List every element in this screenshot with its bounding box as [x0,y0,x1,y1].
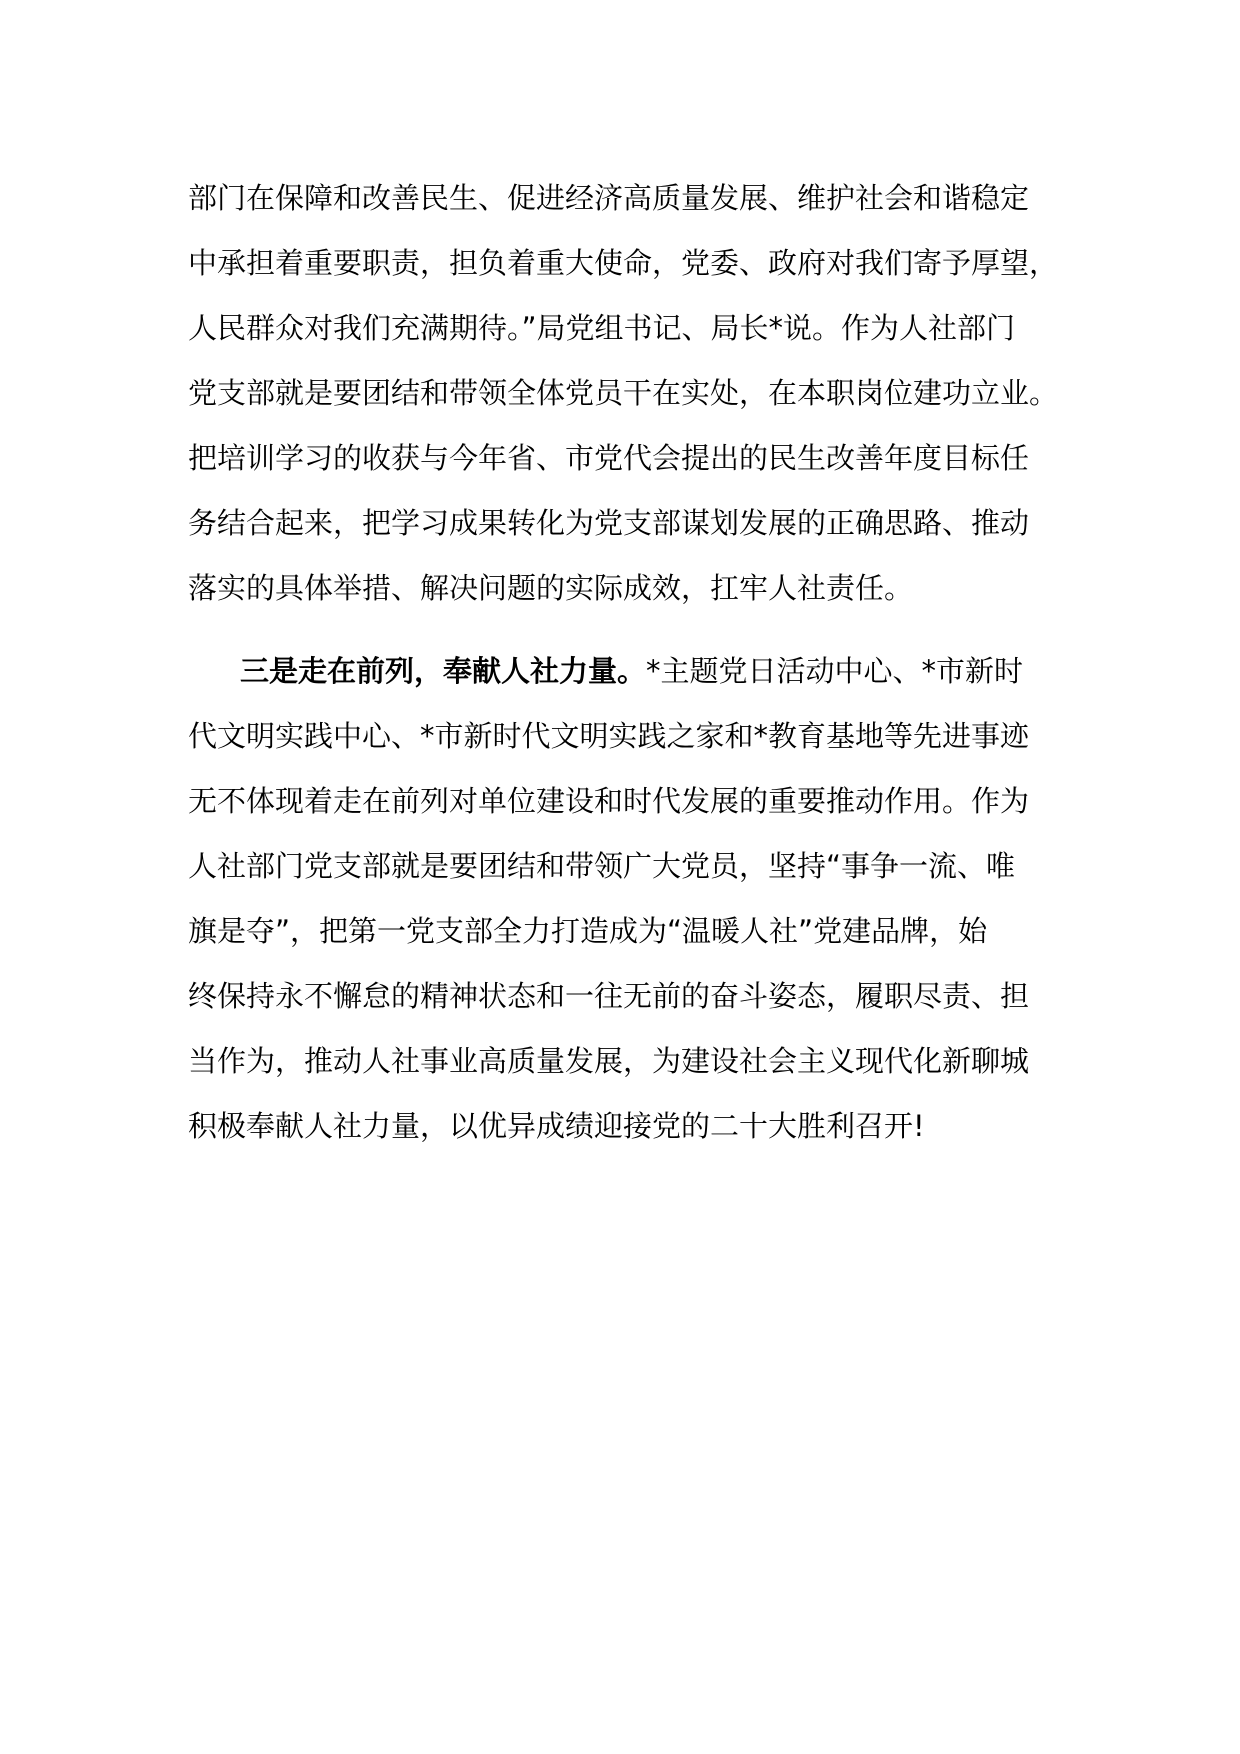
paragraph-2-first-line [188,639,1060,704]
paragraph-1-line: 人民群众对我们充满期待。”局党组书记、局长*说。作为人社部门 [188,311,1016,345]
paragraph-2-first-line-text: *主题党日活动中心、*市新时 [646,654,1024,688]
paragraph-2-line: 人社部门党支部就是要团结和带领广大党员，坚持“事争一流、唯 [188,849,1016,883]
paragraph-2 [188,639,1060,1159]
paragraph-2-line: 当作为，推动人社事业高质量发展，为建设社会主义现代化新聊城 [188,1044,1030,1078]
paragraph-2-line: 终保持永不懈怠的精神状态和一往无前的奋斗姿态，履职尽责、担 [188,979,1030,1013]
paragraph-2-line: 旗是夺”，把第一党支部全力打造成为“温暖人社”党建品牌，始 [188,914,988,948]
paragraph-1-line: 中承担着重要职责，担负着重大使命，党委、政府对我们寄予厚望， [188,246,1059,280]
paragraph-1-line: 务结合起来，把学习成果转化为党支部谋划发展的正确思路、推动 [188,506,1030,540]
paragraph-spacer [188,621,1060,639]
paragraph-1-line: 党支部就是要团结和带领全体党员干在实处，在本职岗位建功立业。 [188,376,1059,410]
section-heading: 三是走在前列，奉献人社力量。 [240,654,647,688]
paragraph-1-line: 落实的具体举措、解决问题的实际成效，扛牢人社责任。 [188,571,914,605]
document-body [188,166,1060,1159]
paragraph-2-line: 无不体现着走在前列对单位建设和时代发展的重要推动作用。作为 [188,784,1030,818]
paragraph-1-line: 部门在保障和改善民生、促进经济高质量发展、维护社会和谐稳定 [188,181,1030,215]
paragraph-1-line: 把培训学习的收获与今年省、市党代会提出的民生改善年度目标任 [188,441,1030,475]
paragraph-2-line: 积极奉献人社力量，以优异成绩迎接党的二十大胜利召开! [188,1109,925,1143]
paragraph-2-line: 代文明实践中心、*市新时代文明实践之家和*教育基地等先进事迹 [188,719,1030,753]
paragraph-1 [188,166,1060,621]
